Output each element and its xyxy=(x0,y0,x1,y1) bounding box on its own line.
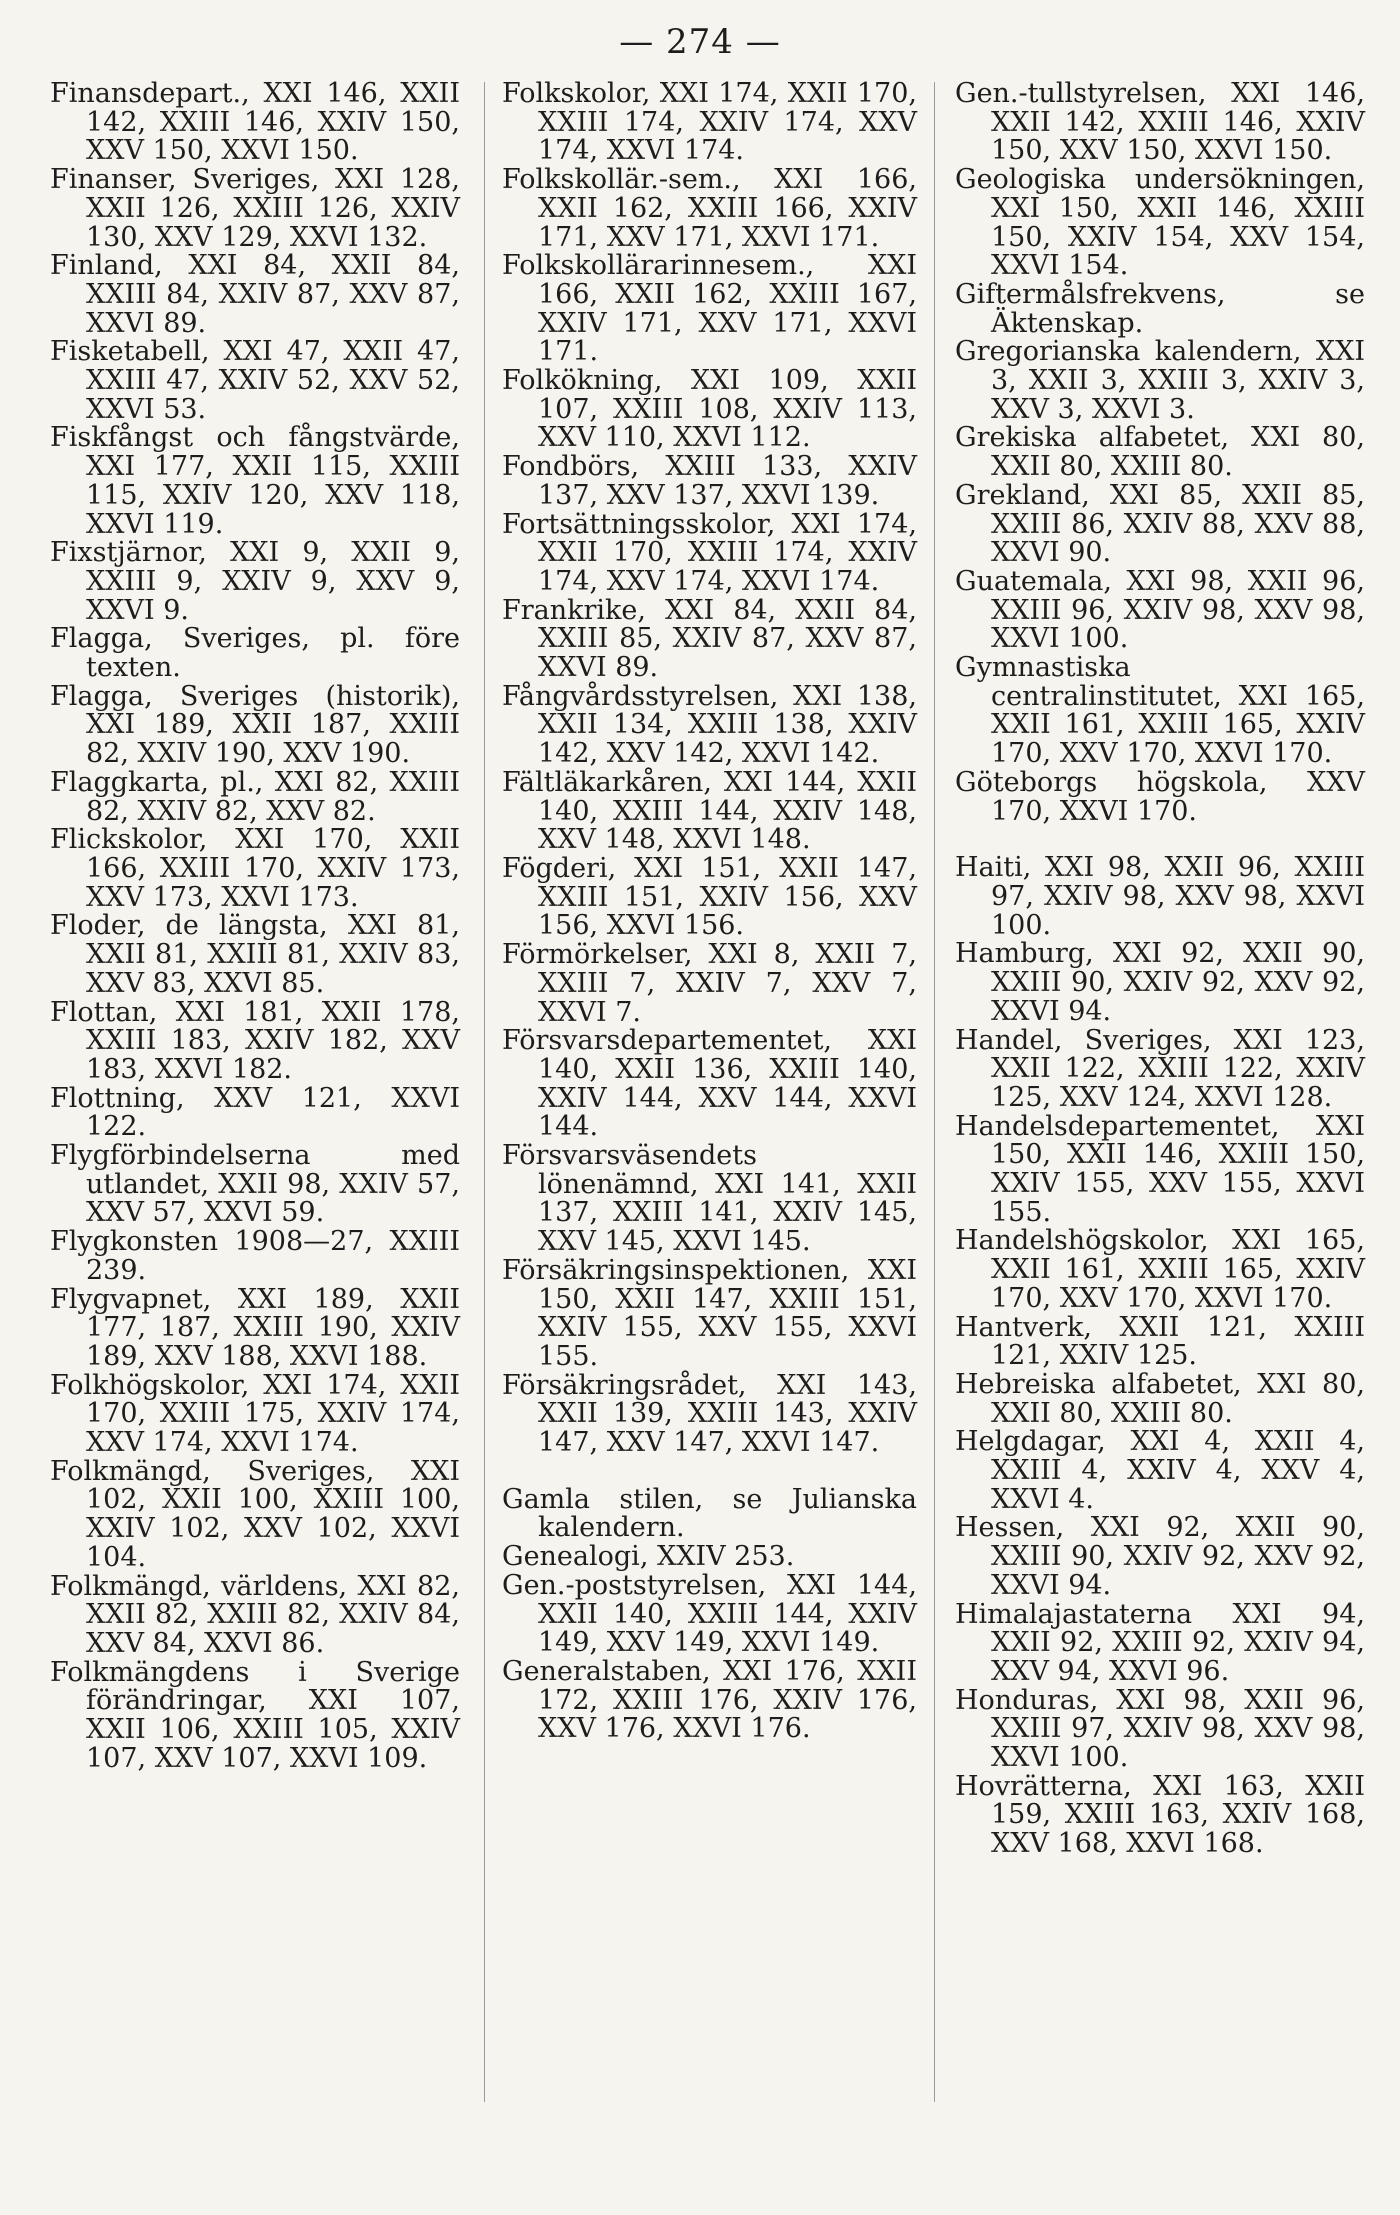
index-entry: Fögderi, XXI 151, XXII 147, XXIII 151, XXIV 156, XXV 156, XXVI 156. xyxy=(502,852,917,942)
index-entry: Hantverk, XXII 121, XXIII 121, XXIV 125. xyxy=(955,1311,1365,1372)
index-entry: Flygvapnet, XXI 189, XXII 177, 187, XXIII 190, XXIV 189, XXV 188, XXVI 188. xyxy=(50,1283,460,1372)
index-entry: Hovrätterna, XXI 163, XXII 159, XXIII 163, XXIV 168, XXV 168, XXVI 168. xyxy=(955,1770,1365,1860)
index-entry: Folkskollärarinnesem., XXI 166, XXII 162, XXIII 167, XXIV 171, XXV 171, XXVI 171. xyxy=(502,250,917,368)
index-entry: Fortsättningsskolor, XXI 174, XXII 170, XXIII 174, XXIV 174, XXV 174, XXVI 174. xyxy=(502,508,917,597)
index-entry: Försäkringsrådet, XXI 143, XXII 139, XXIII 143, XXIV 147, XXV 147, XXVI 147. xyxy=(502,1369,917,1459)
index-entry: Genealogi, XXIV 253. xyxy=(502,1541,795,1573)
index-entry: Flaggkarta, pl., XXI 82, XXIII 82, XXIV 82, XXV 82. xyxy=(50,766,460,827)
index-entry: Folkmängd, Sveriges, XXI 102, XXII 100, XXIII 100, XXIV 102, XXV 102, XXVI 104. xyxy=(50,1455,460,1573)
index-entry: Folkmängd, världens, XXI 82, XXII 82, XXIII 82, XXIV 84, XXV 84, XXVI 86. xyxy=(50,1570,460,1659)
index-entry: Flygförbindelserna med utlandet, XXII 98, XXIV 57, XXV 57, XXVI 59. xyxy=(50,1140,460,1229)
index-entry: Göteborgs högskola, XXV 170, XXVI 170. xyxy=(955,766,1365,827)
index-entry: Gen.-tullstyrelsen, XXI 146, XXII 142, XXIII 146, XXIV 150, XXV 150, XXVI 150. xyxy=(955,78,1365,167)
index-entry: Flickskolor, XXI 170, XXII 166, XXIII 170, XXIV 173, XXV 173, XXVI 173. xyxy=(50,824,460,913)
index-entry: Generalstaben, XXI 176, XXII 172, XXIII 176, XXIV 176, XXV 176, XXVI 176. xyxy=(502,1655,917,1745)
index-entry: Förmörkelser, XXI 8, XXII 7, XXIII 7, XXIV 7, XXV 7, XXVI 7. xyxy=(502,939,917,1028)
index-column-3 xyxy=(955,80,1365,1859)
index-entry: Folkskollär.-sem., XXI 166, XXII 162, XXIII 166, XXIV 171, XXV 171, XXVI 171. xyxy=(502,164,917,253)
index-entry: Hebreiska alfabetet, XXI 80, XXII 80, XXIII 80. xyxy=(955,1368,1365,1429)
index-entry: Flagga, Sveriges (historik), XXI 189, XXII 187, XXIII 82, XXIV 190, XXV 190. xyxy=(50,680,460,770)
index-entry: Gregorianska kalendern, XXI 3, XXII 3, XXIII 3, XXIV 3, XXV 3, XXVI 3. xyxy=(955,336,1365,425)
index-entry: Finanser, Sveriges, XXI 128, XXII 126, XXIII 126, XXIV 130, XXV 129, XXVI 132. xyxy=(50,164,460,253)
index-entry: Försvarsväsendets lönenämnd, XXI 141, XXII 137, XXIII 141, XXIV 145, XXV 145, XXVI 145. xyxy=(502,1140,917,1258)
index-entry: Försäkringsinspektionen, XXI 150, XXII 147, XXIII 151, XXIV 155, XXV 155, XXVI 155. xyxy=(502,1254,917,1372)
index-entry: Hamburg, XXI 92, XXII 90, XXIII 90, XXIV 92, XXV 92, XXVI 94. xyxy=(955,938,1365,1027)
index-entry: Giftermålsfrekvens, se Äktenskap. xyxy=(955,278,1365,339)
index-entry: Frankrike, XXI 84, XXII 84, XXIII 85, XXIV 87, XXV 87, XXVI 89. xyxy=(502,594,917,684)
index-entry: Gen.-poststyrelsen, XXI 144, XXII 140, XXIII 144, XXIV 149, XXV 149, XXVI 149. xyxy=(502,1569,917,1659)
index-entry: Folkmängdens i Sverige förändringar, XXI 107, XXII 106, XXIII 105, XXIV 107, XXV 107, XXVI 109. xyxy=(50,1656,460,1774)
column-divider xyxy=(484,82,485,2102)
index-entry: Geologiska undersökningen, XXI 150, XXII 146, XXIII 150, XXIV 154, XXV 154, XXVI 154. xyxy=(955,164,1365,282)
index-entry: Grekiska alfabetet, XXI 80, XXII 80, XXIII 80. xyxy=(955,422,1365,483)
index-entry: Himalajastaterna XXI 94, XXII 92, XXIII 92, XXIV 94, XXV 94, XXVI 96. xyxy=(955,1598,1365,1687)
index-entry: Guatemala, XXI 98, XXII 96, XXIII 96, XXIV 98, XXV 98, XXVI 100. xyxy=(955,565,1365,655)
index-entry: Handelsdepartementet, XXI 150, XXII 146, XXIII 150, XXIV 155, XXV 155, XXVI 155. xyxy=(955,1110,1365,1228)
index-entry: Försvarsdepartementet, XXI 140, XXII 136, XXIII 140, XXIV 144, XXV 144, XXVI 144. xyxy=(502,1025,917,1143)
index-entry: Folkskolor, XXI 174, XXII 170, XXIII 174, XXIV 174, XXV 174, XXVI 174. xyxy=(502,78,917,167)
index-entry: Flottan, XXI 181, XXII 178, XXIII 183, XXIV 182, XXV 183, XXVI 182. xyxy=(50,996,460,1085)
index-entry: Fångvårdsstyrelsen, XXI 138, XXII 134, XXIII 138, XXIV 142, XXV 142, XXVI 142. xyxy=(502,680,917,770)
index-entry: Fältläkarkåren, XXI 144, XXII 140, XXIII 144, XXIV 148, XXV 148, XXVI 148. xyxy=(502,766,917,856)
index-entry: Handel, Sveriges, XXI 123, XXII 122, XXIII 122, XXIV 125, XXV 124, XXVI 128. xyxy=(955,1024,1365,1113)
index-entry: Honduras, XXI 98, XXII 96, XXIII 97, XXIV 98, XXV 98, XXVI 100. xyxy=(955,1684,1365,1774)
index-entry: Fiskfångst och fångstvärde, XXI 177, XXII 115, XXIII 115, XXIV 120, XXV 118, XXVI 119. xyxy=(50,422,460,540)
index-entry: Gamla stilen, se Julianska kalendern. xyxy=(502,1483,917,1544)
index-entry: Fixstjärnor, XXI 9, XXII 9, XXIII 9, XXIV 9, XXV 9, XXVI 9. xyxy=(50,537,460,626)
index-entry: Folkhögskolor, XXI 174, XXII 170, XXIII 175, XXIV 174, XXV 174, XXVI 174. xyxy=(50,1369,460,1459)
index-entry: Finland, XXI 84, XXII 84, XXIII 84, XXIV 87, XXV 87, XXVI 89. xyxy=(50,250,460,339)
index-entry: Handelshögskolor, XXI 165, XXII 161, XXIII 165, XXIV 170, XXV 170, XXVI 170. xyxy=(955,1225,1365,1314)
index-entry: Helgdagar, XXI 4, XXII 4, XXIII 4, XXIV 4, XXV 4, XXVI 4. xyxy=(955,1426,1365,1515)
index-entry: Grekland, XXI 85, XXII 85, XXIII 86, XXIV 88, XXV 88, XXVI 90. xyxy=(955,479,1365,569)
column-divider xyxy=(934,82,935,2102)
index-entry: Fondbörs, XXIII 133, XXIV 137, XXV 137, XXVI 139. xyxy=(502,451,917,511)
index-entry: Hessen, XXI 92, XXII 90, XXIII 90, XXIV 92, XXV 92, XXVI 94. xyxy=(955,1512,1365,1601)
page-number: — 274 — xyxy=(619,22,781,62)
index-entry: Flagga, Sveriges, pl. före texten. xyxy=(50,623,460,684)
index-entry: Flottning, XXV 121, XXVI 122. xyxy=(50,1082,460,1143)
index-entry: Folkökning, XXI 109, XXII 107, XXIII 108, XXIV 113, XXV 110, XXVI 112. xyxy=(502,365,917,454)
index-entry: Fisketabell, XXI 47, XXII 47, XXIII 47, XXIV 52, XXV 52, XXVI 53. xyxy=(50,336,460,425)
index-entry: Flygkonsten 1908—27, XXIII 239. xyxy=(50,1226,460,1286)
index-entry: Gymnastiska centralinstitutet, XXI 165, XXII 161, XXIII 165, XXIV 170, XXV 170, XXVI 170. xyxy=(955,652,1365,770)
index-entry: Finansdepart., XXI 146, XXII 142, XXIII 146, XXIV 150, XXV 150, XXVI 150. xyxy=(50,78,460,167)
index-column-2 xyxy=(502,80,917,1744)
index-entry: Haiti, XXI 98, XXII 96, XXIII 97, XXIV 98, XXV 98, XXVI 100. xyxy=(955,852,1365,941)
index-entry: Floder, de längsta, XXI 81, XXII 81, XXIII 81, XXIV 83, XXV 83, XXVI 85. xyxy=(50,910,460,999)
index-column-1 xyxy=(50,80,460,1773)
